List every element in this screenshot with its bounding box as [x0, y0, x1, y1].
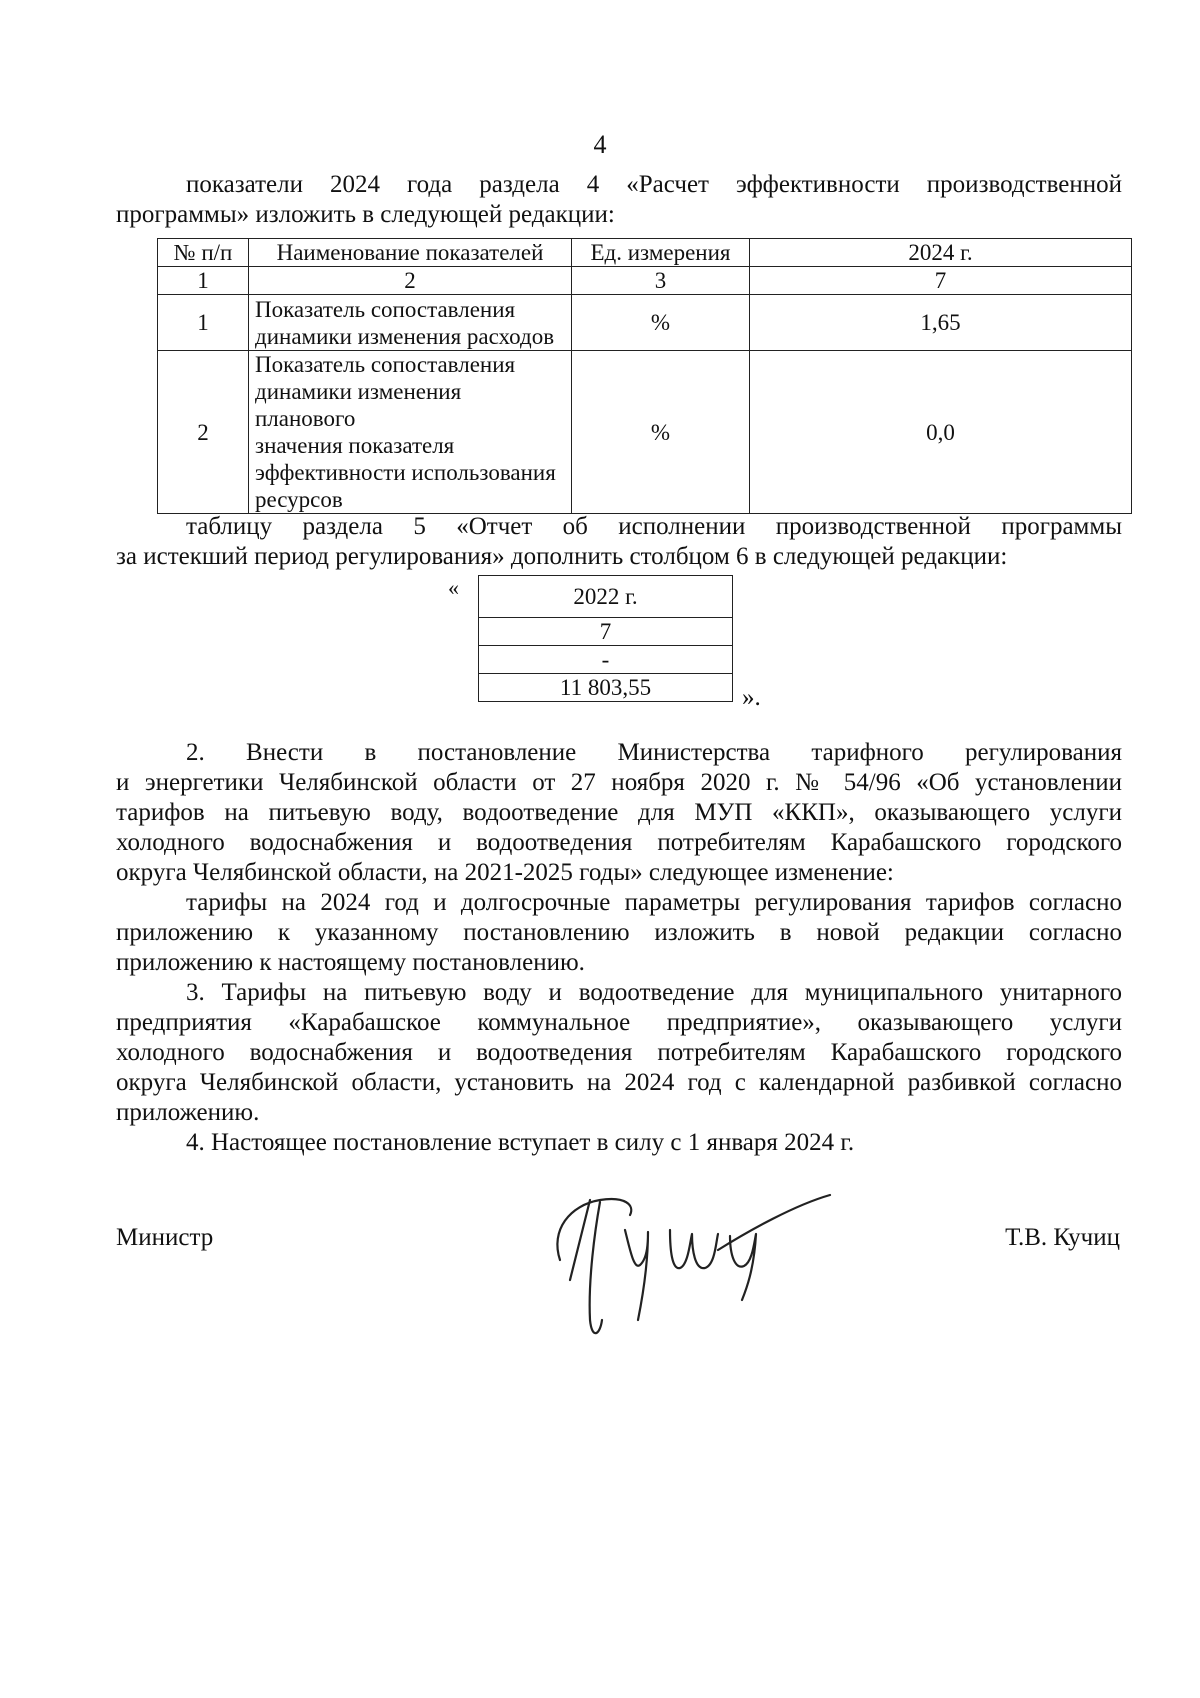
- item2-line-4: холодного водоснабжения и водоотведения потребителям Карабашского городского: [116, 829, 1122, 856]
- item2-sub-line-1: тарифы на 2024 год и долгосрочные параметры регулирования тарифов согласно: [186, 889, 1122, 916]
- header-name: Наименование показателей: [249, 239, 572, 267]
- section5-paragraph: [116, 512, 1122, 572]
- quote-close: ».: [742, 684, 761, 711]
- intro-paragraph: [116, 170, 1122, 230]
- item3-line-4: округа Челябинской области, установить на 2024 год с календарной разбивкой согласно: [116, 1069, 1122, 1096]
- item2-line-3: тарифов на питьевую воду, водоотведение для МУП «ККП», оказывающего услуги: [116, 799, 1122, 826]
- row-name: [249, 295, 572, 351]
- header-unit: Ед. измерения: [572, 239, 750, 267]
- column-cell: 7: [479, 618, 733, 646]
- row-name-line: Показатель сопоставления: [255, 352, 516, 377]
- item2-sub-paragraph: [116, 888, 1122, 978]
- row-name-line: ресурсов: [255, 487, 343, 512]
- row-name: [249, 351, 572, 514]
- row-value: 1,65: [750, 295, 1132, 351]
- row-unit: %: [572, 295, 750, 351]
- numbering-cell: 1: [158, 267, 249, 295]
- item2-sub-line-3: приложению к настоящему постановлению.: [116, 949, 585, 976]
- quote-open: «: [448, 575, 459, 600]
- item2-line-5: округа Челябинской области, на 2021-2025 годы» следующее изменение:: [116, 859, 894, 886]
- table-row: [479, 646, 733, 674]
- report-column-table: [478, 575, 733, 702]
- section5-line-2: за истекший период регулирования» дополнить столбцом 6 в следующей редакции:: [116, 543, 1008, 570]
- item4-paragraph: [116, 1128, 1122, 1158]
- item3-line-5: приложению.: [116, 1099, 260, 1126]
- header-num: № п/п: [158, 239, 249, 267]
- row-num: 1: [158, 295, 249, 351]
- table-row: [479, 674, 733, 702]
- column-cell: -: [479, 646, 733, 674]
- item2-line-1: 2. Внести в постановление Министерства тарифного регулирования: [186, 739, 1122, 766]
- numbering-cell: 3: [572, 267, 750, 295]
- row-name-line: динамики изменения планового: [255, 379, 462, 431]
- page-number: 4: [593, 130, 607, 159]
- column-header: 2022 г.: [479, 576, 733, 618]
- item3-line-3: холодного водоснабжения и водоотведения потребителям Карабашского городского: [116, 1039, 1122, 1066]
- row-name-line: эффективности использования: [255, 460, 556, 485]
- table-numbering-row: [158, 267, 1132, 295]
- table-header-row: [479, 576, 733, 618]
- column-cell: 11 803,55: [479, 674, 733, 702]
- efficiency-table: [157, 238, 1132, 514]
- intro-line-2: программы» изложить в следующей редакции:: [116, 201, 615, 228]
- row-name-line: динамики изменения расходов: [255, 323, 555, 349]
- row-name-line: Показатель сопоставления: [255, 296, 516, 322]
- signatory-name: Т.В. Кучиц: [1005, 1224, 1120, 1251]
- item2-sub-line-2: приложению к указанному постановлению изложить в новой редакции согласно: [116, 919, 1122, 946]
- intro-line-1: показатели 2024 года раздела 4 «Расчет эффективности производственной: [186, 171, 1122, 198]
- row-value: 0,0: [750, 351, 1132, 514]
- numbering-cell: 2: [249, 267, 572, 295]
- table-header-row: [158, 239, 1132, 267]
- signatory-title: Министр: [116, 1224, 214, 1251]
- item4-line: 4. Настоящее постановление вступает в силу с 1 января 2024 г.: [186, 1129, 855, 1156]
- item3-line-1: 3. Тарифы на питьевую воду и водоотведение для муниципального унитарного: [186, 979, 1122, 1006]
- row-unit: %: [572, 351, 750, 514]
- table-row: [158, 351, 1132, 514]
- item2-line-2: и энергетики Челябинской области от 27 ноября 2020 г. № 54/96 «Об установлении: [116, 769, 1122, 796]
- row-name-line: значения показателя: [255, 433, 455, 458]
- handwritten-signature: [530, 1170, 850, 1360]
- item3-paragraph: [116, 978, 1122, 1128]
- table-row: [158, 295, 1132, 351]
- item2-paragraph: [116, 738, 1122, 888]
- row-num: 2: [158, 351, 249, 514]
- item3-line-2: предприятия «Карабашское коммунальное предприятие», оказывающего услуги: [116, 1009, 1122, 1036]
- header-year: 2024 г.: [750, 239, 1132, 267]
- numbering-cell: 7: [750, 267, 1132, 295]
- section5-line-1: таблицу раздела 5 «Отчет об исполнении производственной программы: [186, 513, 1122, 540]
- table-row: [479, 618, 733, 646]
